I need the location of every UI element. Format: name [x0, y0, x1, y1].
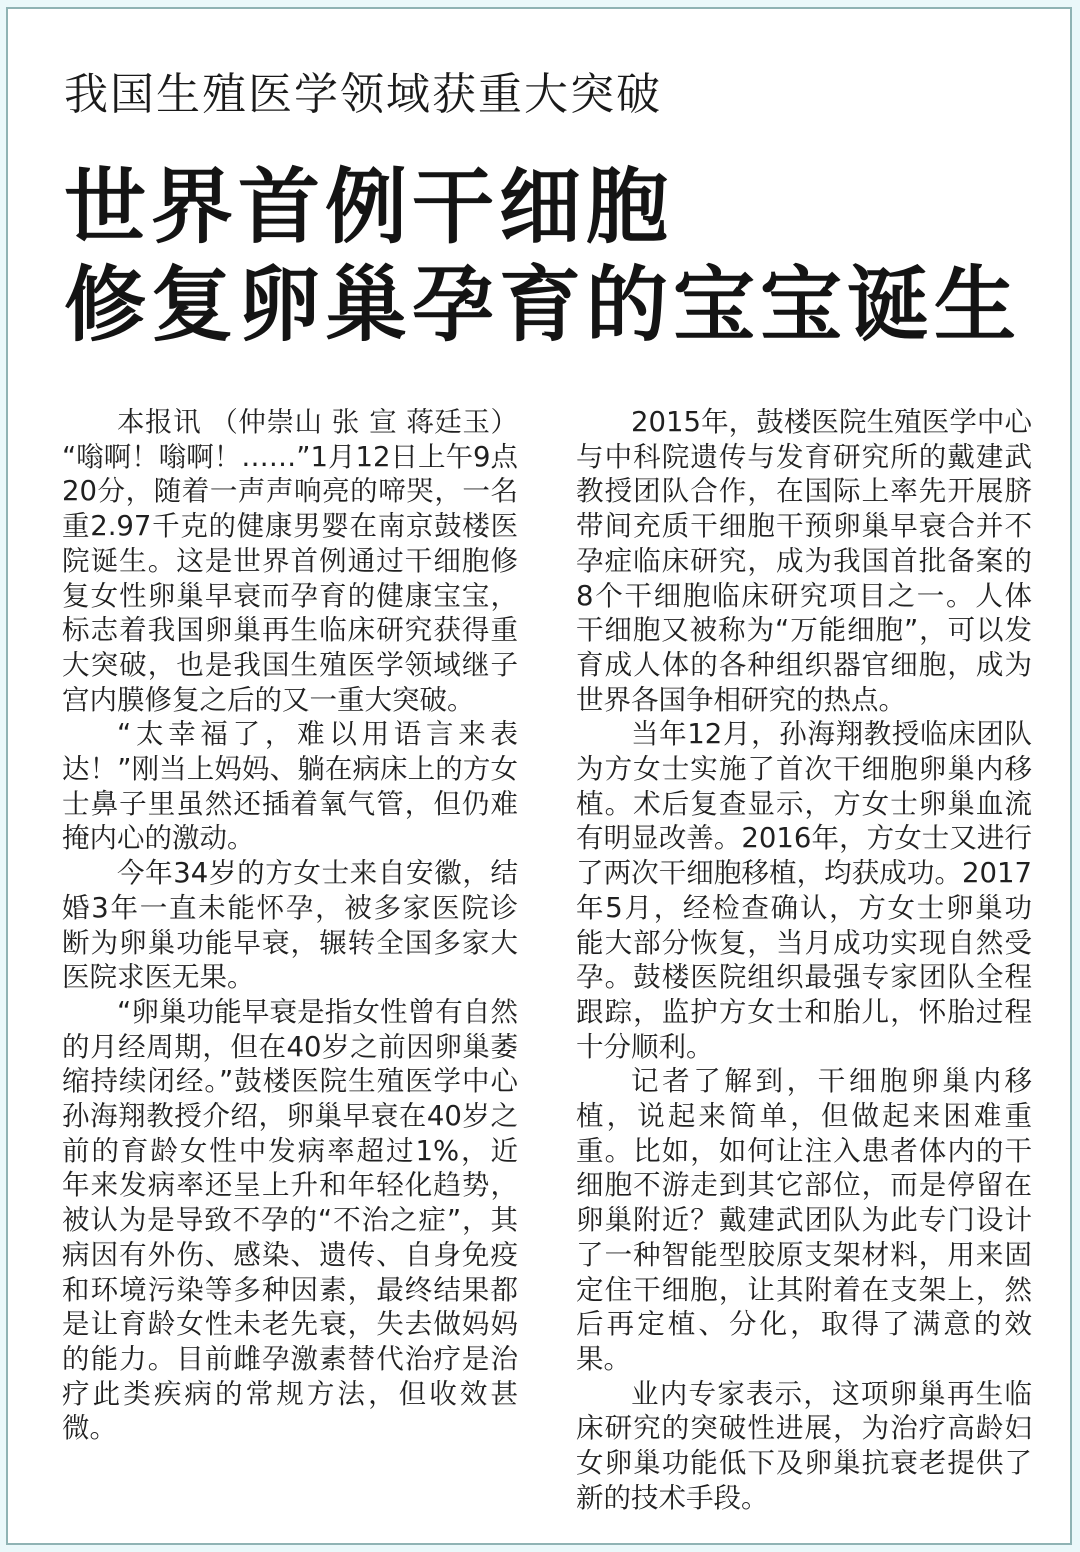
paragraph-expert-conclusion: 业内专家表示，这项卵巢再生临床研究的突破性进展，为治疗高龄妇女卵巢功能低下及卵巢抗衰老提供了新的技术手段。: [576, 1377, 1032, 1514]
article-headline: [64, 159, 1021, 355]
headline-line-1: 世界首例干细胞: [64, 160, 674, 255]
paragraph-condition-explanation: “卵巢功能早衰是指女性曾有自然的月经周期，但在40岁之前因卵巢萎缩持续闭经。”鼓楼医院生殖医学中心孙海翔教授介绍，卵巢早衰在40岁之前的育龄女性中发病率超过1%，近年来发病率还呈上升和年轻化趋势，被认为是导致不孕的“不治之症”，其病因有外伤、感染、遗传、自身免疫和环境污染等多种因素，最终结果都是让育龄女性未老先衰，失去做妈妈的能力。目前雌孕激素替代治疗是治疗此类疾病的常规方法，但收效甚微。: [62, 995, 518, 1445]
paragraph-patient-background: 今年34岁的方女士来自安徽，结婚3年一直未能怀孕，被多家医院诊断为卵巢功能早衰，辗转全国多家大医院求医无果。: [62, 857, 518, 994]
paragraph-technical-challenge: 记者了解到，干细胞卵巢内移植，说起来简单，但做起来困难重重。比如，如何让注入患者体内的干细胞不游走到其它部位，而是停留在卵巢附近？戴建武团队为此专门设计了一种智能型胶原支架材料，用来固定住干细胞，让其附着在支架上，然后再定植、分化，取得了满意的效果。: [576, 1065, 1032, 1375]
paragraph-research-2015: 2015年，鼓楼医院生殖医学中心与中科院遗传与发育研究所的戴建武教授团队合作，在国际上率先开展脐带间充质干细胞干预卵巢早衰合并不孕症临床研究，成为我国首批备案的8个干细胞临床研究项目之一。人体干细胞又被称为“万能细胞”，可以发育成人体的各种组织器官细胞，成为世界各国争相研究的热点。: [576, 406, 1032, 716]
article-column-right: [576, 405, 1032, 1516]
article-column-left: [62, 405, 518, 1446]
paragraph-quote: “太幸福了，难以用语言来表达！”刚当上妈妈、躺在病床上的方女士鼻子里虽然还插着氧气管，但仍难掩内心的激动。: [62, 718, 518, 855]
headline-line-2: 修复卵巢孕育的宝宝诞生: [64, 258, 1022, 353]
article-kicker: 我国生殖医学领域获重大突破: [64, 69, 662, 120]
paragraph-lead: 本报讯 （仲崇山 张 宣 蒋廷玉） “嗡啊！嗡啊！……”1月12日上午9点20分，随着一声声响亮的啼哭，一名重2.97千克的健康男婴在南京鼓楼医院诞生。这是世界首例通过干细胞修复女性卵巢早衰而孕育的健康宝宝，标志着我国卵巢再生临床研究获得重大突破，也是我国生殖医学领域继子宫内膜修复之后的又一重大突破。: [62, 406, 518, 716]
newspaper-clipping-frame: [6, 7, 1072, 1545]
paragraph-treatment-timeline: 当年12月，孙海翔教授临床团队为方女士实施了首次干细胞卵巢内移植。术后复查显示，方女士卵巢血流有明显改善。2016年，方女士又进行了两次干细胞移植，均获成功。2017年5月，经检查确认，方女士卵巢功能大部分恢复，当月成功实现自然受孕。鼓楼医院组织最强专家团队全程跟踪，监护方女士和胎儿，怀胎过程十分顺利。: [576, 718, 1032, 1063]
